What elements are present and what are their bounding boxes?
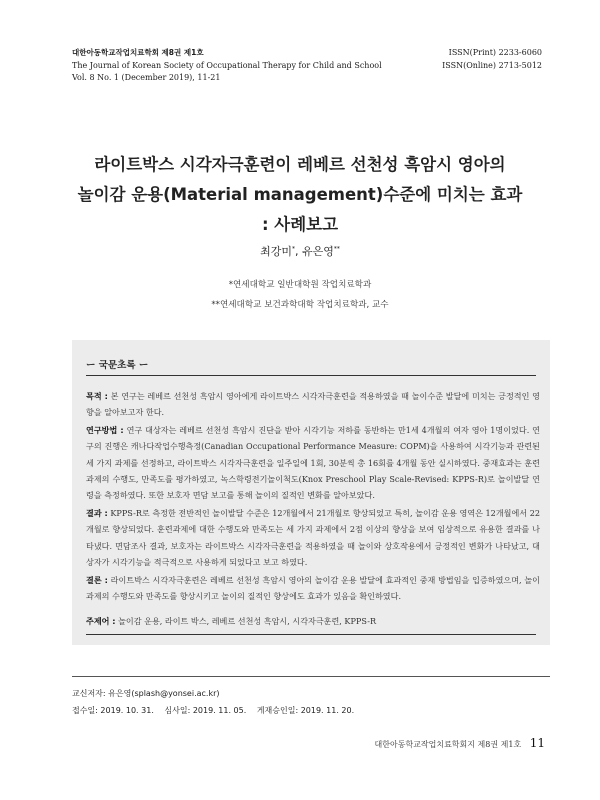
journal-kr-name: 대한아동학교작업치료학회 제8권 제1호: [72, 48, 204, 57]
page-number: 11: [529, 736, 545, 750]
title-line-3: : 사례보고: [261, 215, 339, 234]
accepted-date: 게재승인일: 2019. 11. 20.: [256, 706, 355, 715]
abstract-top-rule: [86, 375, 536, 376]
purpose-label: 목적 :: [86, 391, 108, 401]
dates-line: [72, 702, 362, 719]
affiliations: [0, 275, 600, 315]
issn-block: [442, 47, 542, 72]
conclusion-text: 라이트박스 시각자극훈련은 레베르 선천성 흑암시 영아의 놀이감 운용 발달에 효과적인 중재 방법임을 입증하였으며, 놀이과제의 수행도와 만족도를 향상시키고 놀이의 질적인 향상에도 효과가 있음을 확인하였다.: [86, 575, 541, 602]
journal-header: [72, 47, 382, 85]
corresponding-author: 교신저자: 유은영(splash@yonsei.ac.kr): [72, 689, 220, 698]
author-2: 유은영: [302, 245, 334, 258]
affiliation-1: *연세대학교 일반대학원 작업치료학과: [228, 280, 372, 290]
author-1: 최강미: [260, 245, 292, 258]
method-label: 연구방법 :: [86, 425, 124, 435]
keywords-text: 놀이감 운용, 라이트 박스, 레베르 선천성 흑암시, 시각자극훈련, KPPS-R: [118, 616, 377, 626]
issn-online: ISSN(Online) 2713-5012: [442, 60, 542, 70]
contact-info: [72, 685, 362, 719]
affiliation-2: **연세대학교 보건과학대학 작업치료학과, 교수: [211, 300, 389, 310]
received-date: 접수일: 2019. 10. 31.: [72, 706, 154, 715]
author-separator: ,: [295, 245, 299, 258]
page-footer: [375, 736, 545, 750]
title-line-1: 라이트박스 시각자극훈련이 레베르 선천성 흑암시 영아의: [94, 155, 506, 174]
title-line-2: 놀이감 운용(Material management)수준에 미치는 효과: [77, 185, 523, 204]
paper-title: [0, 150, 600, 240]
author-1-mark: *: [292, 245, 295, 253]
purpose-text: 본 연구는 레베르 선천성 흑암시 영아에게 라이트박스 시각자극훈련을 적용하였을 때 놀이수준 발달에 미치는 긍정적인 영향을 알아보고자 한다.: [86, 391, 540, 418]
keywords-label: 주제어 :: [86, 616, 116, 626]
abstract-bottom-rule: [86, 634, 536, 635]
abstract-purpose: [86, 388, 540, 421]
author-2-mark: **: [333, 245, 340, 253]
footer-rule: [72, 676, 550, 677]
result-text: KPPS-R로 측정한 전반적인 놀이발달 수준은 12개월에서 21개월로 향상되었고 특히, 놀이감 운용 영역은 12개월에서 22개월로 향상되었다. 훈련과제에 대한 수행도와 만족도는 세 가지 과제에서 2점 이상의 향상을 보여 임상적으로 유용한 결과를 나타냈다. 면담조사 결과, 보호자는 라이트박스 시각자극훈련을 적용하였을 때 놀이와 상호작용에서 긍정적인 변화가 나타났고, 대상자가 시각기능을 적극적으로 사용하게 되었다고 보고 하였다.: [86, 508, 541, 567]
issn-print: ISSN(Print) 2233-6060: [448, 48, 542, 57]
abstract-method: [86, 422, 540, 503]
journal-volume: Vol. 8 No. 1 (December 2019), 11-21: [72, 73, 221, 82]
reviewed-date: 심사일: 2019. 11. 05.: [164, 706, 247, 715]
abstract-conclusion: [86, 572, 540, 605]
footer-journal: 대한아동학교작업치료학회지 제8권 제1호: [374, 740, 522, 749]
abstract-result: [86, 505, 540, 570]
journal-en-name: The Journal of Korean Society of Occupational Therapy for Child and School: [72, 60, 382, 70]
conclusion-label: 결론 :: [86, 575, 108, 585]
result-label: 결과 :: [86, 508, 108, 518]
method-text: 연구 대상자는 레베르 선천성 흑암시 진단을 받아 시각기능 저하를 동반하는 만1세 4개월의 여자 영아 1명이었다. 연구의 진행은 캐나다작업수행측정(Canadian Occupational Performance Measure: COPM)을 사용하여 시각기능과 관련된 세 가지 과제를 선정하고, 라이트박스 시각자극훈련을 일주일에 1회, 30분씩 총 16회를 4개월 동안 실시하였다. 중재효과는 훈련과제의 수행도, 만족도를 평가하였고, 녹스학령전기놀이척도(Knox Preschool Play Scale-Revised: KPPS-R)로 놀이발달 연령을 측정하였다. 또한 보호자 면담 보고를 통해 놀이의 질적인 변화를 알아보았다.: [86, 425, 540, 501]
author-list: [0, 243, 600, 259]
abstract-keywords: [86, 613, 540, 629]
abstract-heading: ー 국문초록 ー: [86, 360, 149, 371]
